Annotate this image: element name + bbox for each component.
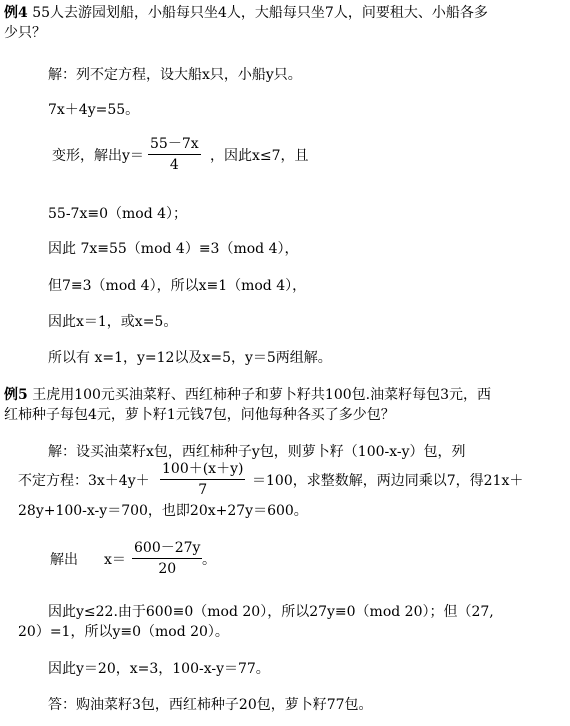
example-4-solution-intro: 解：列不定方程，设大船x只，小船y只。 — [48, 67, 302, 83]
example-5-solve-fraction-denominator: 20 — [158, 561, 177, 577]
example-5-solve-x: x＝ — [104, 552, 126, 568]
example-5-label: 例5 — [4, 387, 28, 403]
example-4-fraction — [148, 136, 201, 173]
example-5-equation-fraction — [160, 461, 245, 498]
example-5-solution-intro: 解：设买油菜籽x包，西红柿种子y包，则萝卜籽（100-x-y）包，列 — [48, 444, 466, 460]
example-4-transform-post: ，因此x≤7，且 — [210, 148, 309, 164]
example-5-equation-fraction-numerator: 100＋(x＋y) — [162, 461, 244, 477]
example-4-fraction-numerator: 55－7x — [150, 136, 199, 152]
example-5-problem-line-2: 红柿种子每包4元，萝卜籽1元钱7包，问他每种各买了多少包？ — [4, 407, 395, 423]
example-5-equation-pre: 不定方程：3x＋4y＋ — [18, 473, 150, 489]
example-5-equation-fraction-denominator: 7 — [198, 482, 208, 498]
example-5-solve-end: 。 — [202, 552, 216, 568]
example-5-step-2-line-1: 因此y≤22.由于600≡0（mod 20），所以27y≡0（mod 20）；但（27, — [48, 604, 494, 620]
example-4-problem-line-2: 少只？ — [4, 25, 46, 41]
example-4-transform-pre: 变形，解出y＝ — [52, 148, 144, 164]
example-5-answer: 答：购油菜籽3包，西红柿种子20包，萝卜籽77包。 — [48, 697, 373, 713]
example-5-solve-fraction — [132, 540, 202, 577]
example-4-step-4: 因此x＝1，或x=5。 — [48, 314, 178, 330]
example-5-problem-line-1 — [4, 386, 491, 404]
example-4-problem-text-1: 55人去游园划船，小船每只坐4人，大船每只坐7人，问要租大、小船各多 — [32, 5, 488, 21]
example-4-step-3: 但7≡3（mod 4），所以x≡1（mod 4）， — [48, 278, 307, 294]
example-5-equation-continued: 28y+100-x-y＝700，也即20x+27y＝600。 — [18, 503, 308, 519]
example-5-solve-fraction-numerator: 600－27y — [134, 540, 201, 556]
example-5-solve-label: 解出 — [50, 552, 78, 568]
example-4-congruence: 55-7x≡0（mod 4）； — [48, 206, 188, 222]
example-4-step-2: 因此 7x≡55（mod 4）≡3（mod 4）， — [48, 241, 299, 257]
example-5-problem-text-1: 王虎用100元买油菜籽、西红柿种子和萝卜籽共100包.油菜籽每包3元，西 — [32, 387, 492, 403]
example-4-problem-line-1 — [4, 4, 488, 22]
example-5-equation-post: ＝100，求整数解，两边同乘以7，得21x＋ — [252, 473, 524, 489]
example-4-label: 例4 — [4, 5, 28, 21]
example-4-fraction-denominator: 4 — [169, 157, 179, 173]
example-4-equation: 7x＋4y=55。 — [48, 102, 140, 118]
example-5-step-3: 因此y＝20，x=3，100-x-y＝77。 — [48, 661, 270, 677]
example-4-answer: 所以有 x=1，y=12以及x=5，y＝5两组解。 — [48, 350, 332, 366]
example-5-step-2-line-2: 20）=1，所以y≡0（mod 20）。 — [18, 624, 229, 640]
